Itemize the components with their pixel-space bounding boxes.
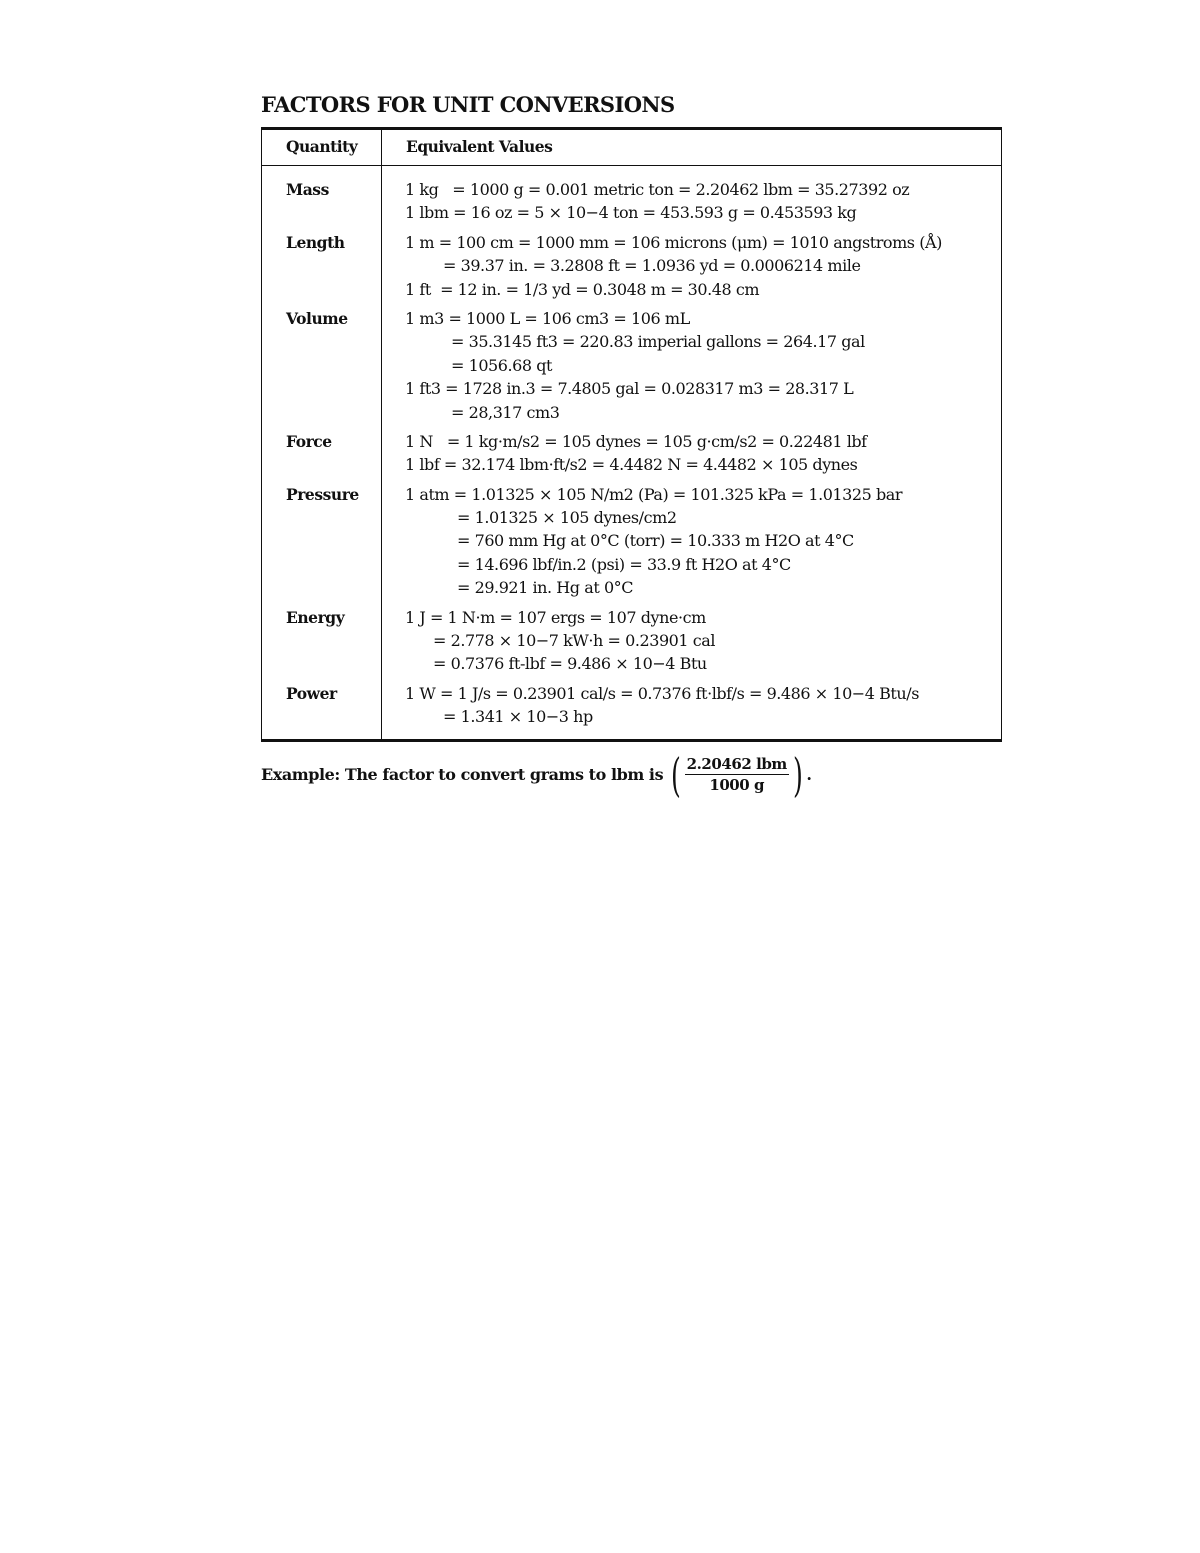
table-row-force bbox=[262, 424, 1002, 477]
values-force bbox=[382, 424, 1002, 477]
values-power bbox=[382, 676, 1002, 740]
table-row-pressure bbox=[262, 477, 1002, 600]
quantity-power: Power bbox=[286, 683, 337, 703]
value-line: = 29.921 in. Hg at 0°C bbox=[457, 578, 634, 598]
right-paren: ) bbox=[792, 747, 803, 802]
quantity-length: Length bbox=[286, 232, 345, 252]
table-row-mass bbox=[262, 166, 1002, 225]
value-line: 1 W = 1 J/s = 0.23901 cal/s = 0.7376 ft·lbf/s = 9.486 × 10−4 Btu/s bbox=[405, 683, 919, 703]
value-line: = 1.341 × 10−3 hp bbox=[443, 707, 593, 727]
example-end: . bbox=[806, 765, 812, 785]
value-line: = 1056.68 qt bbox=[451, 355, 553, 375]
table-header-row bbox=[262, 129, 1002, 166]
quantity-force: Force bbox=[286, 431, 332, 451]
value-line: = 39.37 in. = 3.2808 ft = 1.0936 yd = 0.0006214 mile bbox=[443, 256, 861, 276]
table-row-power bbox=[262, 676, 1002, 740]
value-line: = 760 mm Hg at 0°C (torr) = 10.333 m H2O at 4°C bbox=[457, 531, 854, 551]
values-volume bbox=[382, 301, 1002, 424]
value-line: 1 m = 100 cm = 1000 mm = 106 microns (μm) = 1010 angstroms (Å) bbox=[405, 232, 942, 252]
value-line: 1 ft = 12 in. = 1/3 yd = 0.3048 m = 30.48 cm bbox=[405, 279, 760, 299]
value-line: = 14.696 lbf/in.2 (psi) = 33.9 ft H2O at 4°C bbox=[457, 554, 791, 574]
value-line: 1 kg = 1000 g = 0.001 metric ton = 2.20462 lbm = 35.27392 oz bbox=[405, 180, 910, 199]
table-row-energy bbox=[262, 600, 1002, 676]
value-line: 1 lbf = 32.174 lbm·ft/s2 = 4.4482 N = 4.4482 × 105 dynes bbox=[405, 455, 858, 475]
value-line: = 28,317 cm3 bbox=[451, 402, 560, 422]
value-line: 1 m3 = 1000 L = 106 cm3 = 106 mL bbox=[405, 308, 690, 328]
values-mass bbox=[382, 166, 1002, 225]
example-fraction bbox=[667, 747, 806, 802]
value-line: = 0.7376 ft-lbf = 9.486 × 10−4 Btu bbox=[433, 654, 707, 674]
example-text: Example: The factor to convert grams to lbm is bbox=[261, 765, 664, 785]
value-line: 1 lbm = 16 oz = 5 × 10−4 ton = 453.593 g = 0.453593 kg bbox=[405, 203, 857, 223]
value-line: 1 J = 1 N·m = 107 ergs = 107 dyne·cm bbox=[405, 607, 706, 627]
fraction-denominator: 1000 g bbox=[709, 776, 765, 795]
quantity-energy: Energy bbox=[286, 607, 345, 627]
document bbox=[261, 92, 1002, 802]
quantity-mass: Mass bbox=[286, 180, 329, 199]
conversion-table bbox=[261, 127, 1002, 742]
fraction bbox=[685, 755, 789, 794]
quantity-pressure: Pressure bbox=[286, 484, 359, 504]
fraction-numerator: 2.20462 lbm bbox=[686, 755, 787, 774]
value-line: 1 atm = 1.01325 × 105 N/m2 (Pa) = 101.325 kPa = 1.01325 bar bbox=[405, 484, 903, 504]
values-energy bbox=[382, 600, 1002, 676]
values-pressure bbox=[382, 477, 1002, 600]
value-line: = 35.3145 ft3 = 220.83 imperial gallons = 264.17 gal bbox=[451, 332, 865, 352]
value-line: 1 N = 1 kg·m/s2 = 105 dynes = 105 g·cm/s2 = 0.22481 lbf bbox=[405, 431, 867, 451]
example-note bbox=[261, 747, 1002, 802]
page-title: FACTORS FOR UNIT CONVERSIONS bbox=[261, 92, 675, 117]
left-paren: ( bbox=[671, 747, 681, 802]
quantity-volume: Volume bbox=[286, 308, 348, 328]
value-line: = 2.778 × 10−7 kW·h = 0.23901 cal bbox=[433, 631, 716, 651]
table-row-volume bbox=[262, 301, 1002, 424]
header-equivalent-values: Equivalent Values bbox=[382, 129, 1002, 166]
value-line: = 1.01325 × 105 dynes/cm2 bbox=[457, 508, 677, 528]
header-quantity: Quantity bbox=[262, 129, 382, 166]
table-row-length bbox=[262, 225, 1002, 301]
values-length bbox=[382, 225, 1002, 301]
value-line: 1 ft3 = 1728 in.3 = 7.4805 gal = 0.028317 m3 = 28.317 L bbox=[405, 379, 854, 399]
